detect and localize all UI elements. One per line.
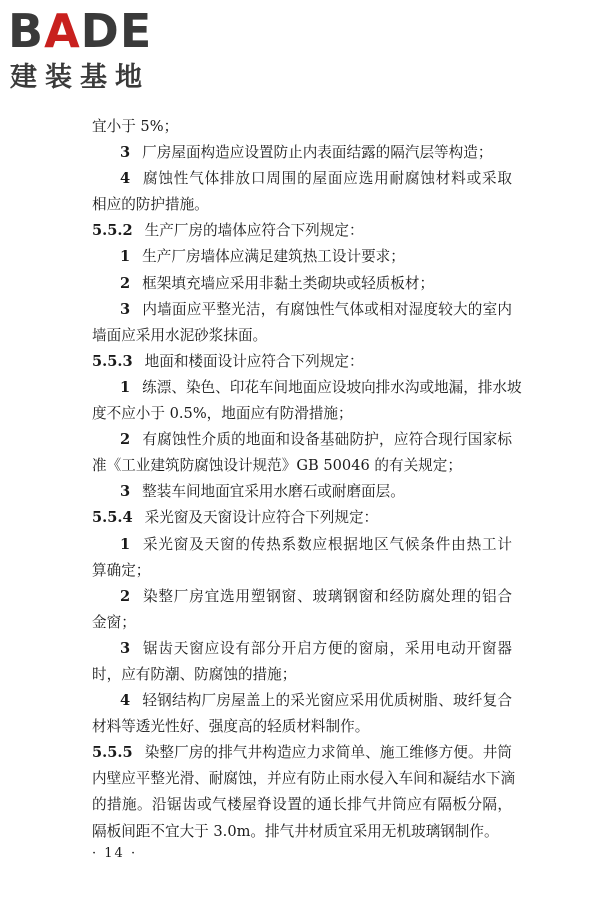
text-line: 相应的防护措施。: [92, 196, 209, 214]
list-item: 1 练漂、染色、印花车间地面应设坡向排水沟或地漏，排水坡: [120, 378, 522, 396]
clause-heading: 5.5.5 染整厂房的排气井构造应力求简单、施工维修方便。井筒: [92, 744, 512, 762]
text-line: 材料等透光性好、强度高的轻质材料制作。: [92, 718, 370, 736]
list-item: 3 锯齿天窗应设有部分开启方便的窗扇，采用电动开窗器: [120, 639, 512, 657]
text-line: 的措施。沿锯齿或气楼屋脊设置的通长排气井筒应有隔板分隔，: [92, 796, 512, 814]
clause-heading: 5.5.2 生产厂房的墙体应符合下列规定：: [92, 222, 364, 240]
text-line: 算确定；: [92, 561, 151, 579]
text-line: 金窗；: [92, 613, 136, 631]
list-item: 1 生产厂房墙体应满足建筑热工设计要求；: [120, 248, 405, 266]
text-line: 宜小于 5%；: [92, 118, 179, 135]
text-line: 隔板间距不宜大于 3.0m。排气井材质宜采用无机玻璃钢制作。: [92, 822, 499, 840]
list-item: 3 整装车间地面宜采用水磨石或耐磨面层。: [120, 483, 405, 501]
logo-subtitle: 建装基地: [10, 62, 150, 93]
logo-wordmark: BADE: [8, 4, 153, 58]
page-number: · 14 ·: [92, 846, 138, 861]
list-item: 2 框架填充墙应采用非黏土类砌块或轻质板材；: [120, 274, 435, 292]
text-line: 时，应有防潮、防腐蚀的措施；: [92, 665, 297, 683]
list-item: 4 腐蚀性气体排放口周围的屋面应选用耐腐蚀材料或采取: [120, 170, 512, 188]
text-line: 度不应小于 0.5%，地面应有防滑措施；: [92, 405, 353, 423]
list-item: 4 轻钢结构厂房屋盖上的采光窗应采用优质树脂、玻纤复合: [120, 692, 512, 710]
clause-heading: 5.5.3 地面和楼面设计应符合下列规定：: [92, 352, 364, 370]
list-item: 2 染整厂房宜选用塑钢窗、玻璃钢窗和经防腐处理的铝合: [120, 587, 512, 605]
bade-logo: [8, 6, 178, 98]
text-line: 准《工业建筑防腐蚀设计规范》GB 50046 的有关规定；: [92, 457, 462, 475]
list-item: 1 采光窗及天窗的传热系数应根据地区气候条件由热工计: [120, 535, 512, 553]
text-line: 内壁应平整光滑、耐腐蚀，并应有防止雨水侵入车间和凝结水下滴: [92, 770, 516, 788]
clause-heading: 5.5.4 采光窗及天窗设计应符合下列规定：: [92, 509, 379, 527]
list-item: 2 有腐蚀性介质的地面和设备基础防护，应符合现行国家标: [120, 431, 512, 449]
document-body: [92, 114, 522, 845]
text-line: 墙面应采用水泥砂浆抹面。: [92, 326, 268, 344]
list-item: 3 厂房屋面构造应设置防止内表面结露的隔汽层等构造；: [120, 144, 493, 162]
list-item: 3 内墙面应平整光洁，有腐蚀性气体或相对湿度较大的室内: [120, 300, 512, 318]
